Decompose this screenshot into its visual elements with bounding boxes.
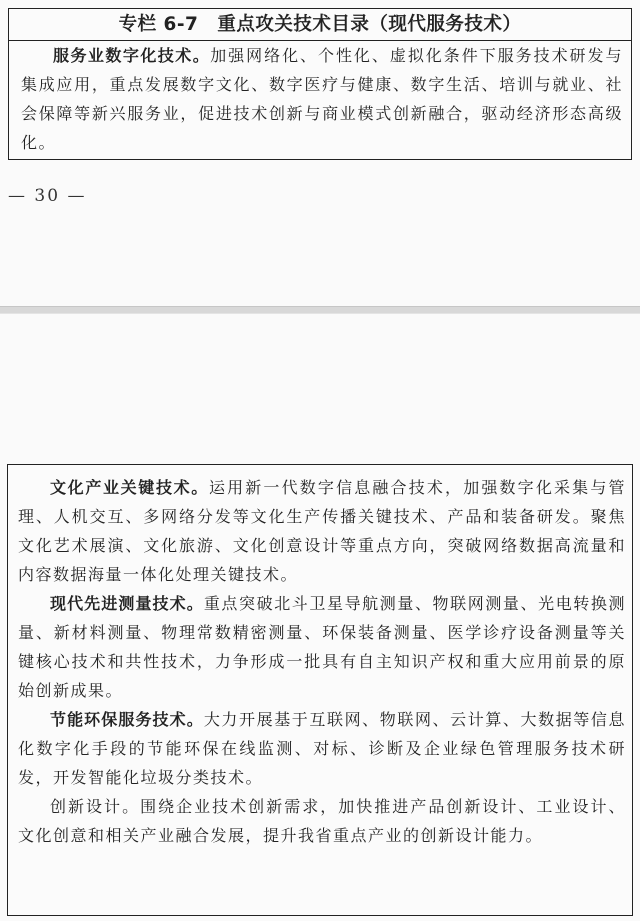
paragraph-energy-environment <box>18 705 626 792</box>
paragraph-cultural-industry <box>18 473 626 589</box>
box-title: 专栏 6-7 重点攻关技术目录（现代服务技术） <box>9 9 631 41</box>
paragraph-heading: 节能环保服务技术。 <box>50 710 204 729</box>
column-box-continued <box>7 464 633 916</box>
page-number: — 30 — <box>8 186 87 206</box>
paragraph-heading: 服务业数字化技术。 <box>53 46 211 65</box>
paragraph-body: 创新设计。围绕企业技术创新需求，加快推进产品创新设计、工业设计、文化创意和相关产业融合发展，提升我省重点产业的创新设计能力。 <box>18 797 626 845</box>
document-page-bottom <box>0 314 640 921</box>
document-page-top <box>0 0 640 306</box>
page-separator <box>0 306 640 314</box>
paragraph-measurement <box>18 589 626 705</box>
paragraph-heading: 现代先进测量技术。 <box>50 594 204 613</box>
column-box-6-7 <box>8 8 632 160</box>
paragraph-heading: 文化产业关键技术。 <box>50 478 209 497</box>
paragraph-body: 加强网络化、个性化、虚拟化条件下服务技术研发与集成应用，重点发展数字文化、数字医疗与健康、数字生活、培训与就业、社会保障等新兴服务业，促进技术创新与商业模式创新融合，驱动经济形态高级化。 <box>21 46 623 152</box>
paragraph-innovation-design <box>18 792 626 850</box>
paragraph-body: 重点突破北斗卫星导航测量、物联网测量、光电转换测量、新材料测量、物理常数精密测量、环保装备测量、医学诊疗设备测量等关键核心技术和共性技术，力争形成一批具有自主知识产权和重大应用前景的原始创新成果。 <box>18 594 626 700</box>
paragraph-service-digitalization <box>9 41 631 157</box>
paragraph-body: 运用新一代数字信息融合技术，加强数字化采集与管理、人机交互、多网络分发等文化生产传播关键技术、产品和装备研发。聚焦文化艺术展演、文化旅游、文化创意设计等重点方向，突破网络数据高流量和内容数据海量一体化处理关键技术。 <box>18 478 626 584</box>
paragraph-body: 大力开展基于互联网、物联网、云计算、大数据等信息化数字化手段的节能环保在线监测、对标、诊断及企业绿色管理服务技术研发，开发智能化垃圾分类技术。 <box>18 710 626 787</box>
